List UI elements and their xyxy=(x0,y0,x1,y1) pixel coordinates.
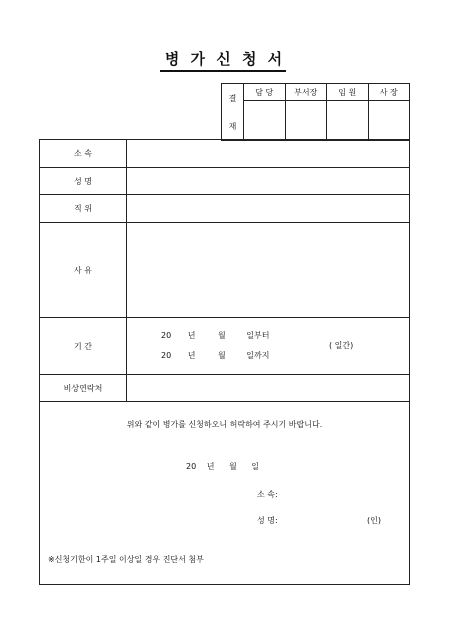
emergency-contact-label: 비상연락처 xyxy=(40,375,127,402)
name-field[interactable] xyxy=(127,168,410,195)
approval-sign-staff[interactable] xyxy=(244,101,286,141)
position-field[interactable] xyxy=(127,195,410,223)
request-statement-section xyxy=(40,402,410,585)
end-month: 월 xyxy=(218,351,226,360)
period-field[interactable] xyxy=(127,318,410,375)
approval-sign-president[interactable] xyxy=(368,101,410,141)
reason-field[interactable] xyxy=(127,223,410,318)
approval-label-bottom: 재 xyxy=(228,121,237,131)
start-year: 20 xyxy=(161,331,172,340)
date-day: 일 xyxy=(251,462,260,471)
period-label: 기 간 xyxy=(40,318,127,375)
department-label: 소 속 xyxy=(40,140,127,168)
request-sentence: 위와 같이 병가를 신청하오니 허락하여 주시기 바랍니다. xyxy=(126,420,323,429)
period-days-count: ( 일간) xyxy=(329,341,354,350)
date-year-unit: 년 xyxy=(206,462,215,471)
approval-side-label xyxy=(222,84,244,141)
name-label: 성 명 xyxy=(40,168,127,195)
start-month: 월 xyxy=(218,331,226,340)
date-year: 20 xyxy=(186,462,197,471)
document-title: 병 가 신 청 서 xyxy=(164,50,286,68)
approval-header-president: 사 장 xyxy=(368,84,410,101)
approval-sign-dept-head[interactable] xyxy=(285,101,327,141)
approval-header-dept-head: 부서장 xyxy=(285,84,327,101)
emergency-contact-field[interactable] xyxy=(127,375,410,402)
approval-header-executive: 임 원 xyxy=(327,84,369,101)
seal-mark: (인) xyxy=(367,516,381,525)
application-form xyxy=(39,139,410,585)
start-year-unit: 년 xyxy=(187,331,196,340)
approval-grid xyxy=(221,83,410,141)
department-field[interactable] xyxy=(127,140,410,168)
approval-header-staff: 담 당 xyxy=(244,84,286,101)
reason-label: 사 유 xyxy=(40,223,127,318)
period-end-line xyxy=(161,350,269,361)
applicant-affiliation-label: 소 속: xyxy=(257,490,278,499)
attachment-note: ※신청기한이 1주일 이상일 경우 진단서 첨부 xyxy=(48,555,204,564)
approval-label-top: 결 xyxy=(228,93,237,103)
request-date xyxy=(186,461,259,472)
end-year: 20 xyxy=(161,351,172,360)
applicant-name-label: 성 명: xyxy=(257,516,278,525)
date-month: 월 xyxy=(229,462,237,471)
position-label: 직 위 xyxy=(40,195,127,223)
start-day: 일부터 xyxy=(246,331,270,340)
title-underline xyxy=(160,70,286,72)
end-year-unit: 년 xyxy=(187,351,196,360)
approval-sign-executive[interactable] xyxy=(327,101,369,141)
end-day: 일까지 xyxy=(246,351,270,360)
period-start-line xyxy=(161,330,269,341)
